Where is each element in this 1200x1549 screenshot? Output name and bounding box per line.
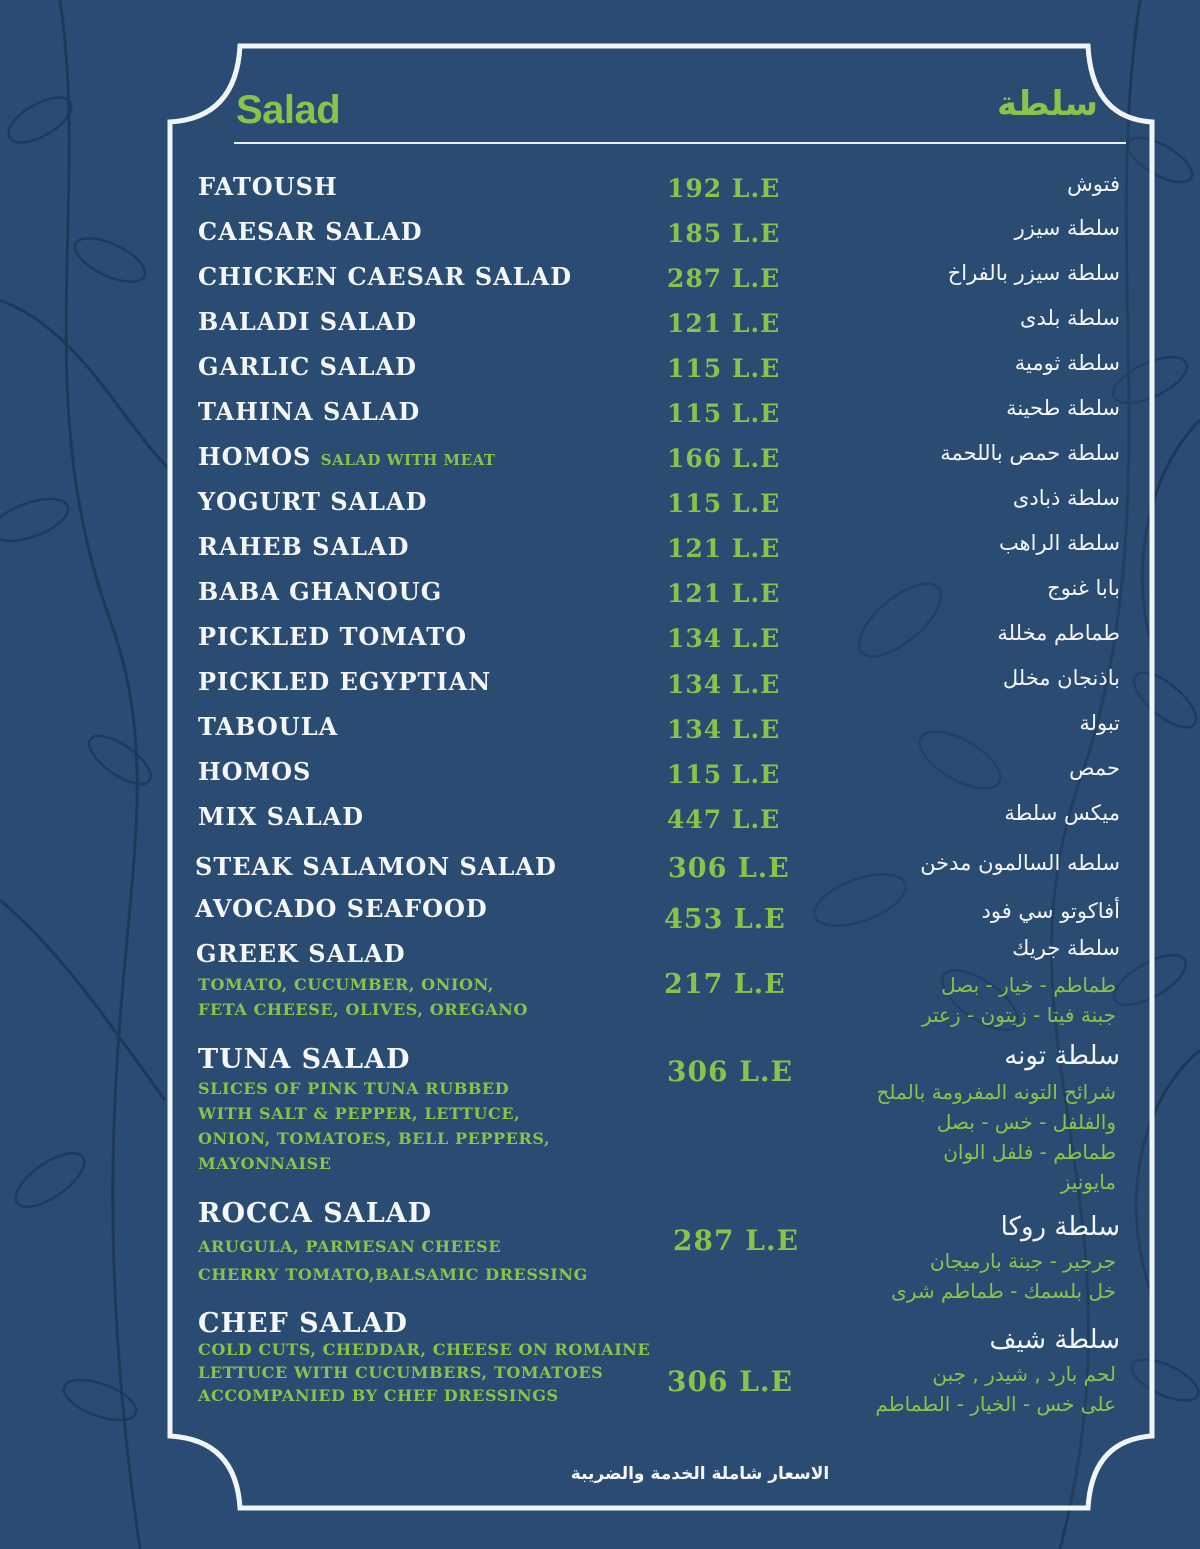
title-arabic: سلطة — [996, 84, 1098, 124]
item-name-ar: سلطة بلدى — [1020, 306, 1120, 330]
item-name-en: TAHINA SALAD — [198, 397, 421, 426]
item-price: 306 L.E — [667, 1055, 793, 1088]
description-line: على خس - الخيار - الطماطم — [875, 1392, 1116, 1416]
item-price: 115 L.E — [667, 354, 781, 383]
item-name-ar: بابا غنوج — [1047, 576, 1120, 600]
description-line: ARUGULA, PARMESAN CHEESE — [198, 1237, 502, 1256]
item-price: 121 L.E — [667, 579, 781, 608]
description-line: FETA CHEESE, OLIVES, OREGANO — [198, 1000, 528, 1019]
item-name-en: GREEK SALAD — [196, 939, 406, 968]
item-name-ar: سلطة حمص باللحمة — [940, 441, 1120, 465]
item-price: 134 L.E — [667, 715, 781, 744]
item-name-ar: سلطه السالمون مدخن — [920, 851, 1120, 875]
description-line: ACCOMPANIED BY CHEF DRESSINGS — [198, 1386, 559, 1405]
item-name-en: PICKLED EGYPTIAN — [198, 667, 492, 696]
item-name-ar: سلطة جريك — [1012, 936, 1120, 960]
title-english: Salad — [236, 88, 341, 132]
description-line: MAYONNAISE — [198, 1154, 332, 1173]
item-price: 121 L.E — [667, 534, 781, 563]
title-divider — [234, 142, 1126, 144]
item-name-en: RAHEB SALAD — [198, 532, 410, 561]
item-price: 134 L.E — [667, 670, 781, 699]
item-name-en: TABOULA — [198, 712, 339, 741]
item-name-ar: سلطة روكا — [1000, 1212, 1120, 1242]
item-name-en: FATOUSH — [198, 172, 338, 201]
item-description-ar — [891, 1246, 1116, 1306]
item-name-ar: حمص — [1069, 756, 1120, 780]
item-name-en-sub: SALAD WITH MEAT — [320, 451, 496, 469]
item-price: 134 L.E — [667, 624, 781, 653]
description-line: طماطم - خيار - بصل — [941, 973, 1116, 997]
item-name-en: AVOCADO SEAFOOD — [195, 894, 488, 923]
item-name-en: PICKLED TOMATO — [198, 622, 467, 651]
item-name-en: BALADI SALAD — [198, 307, 418, 336]
item-name-en: MIX SALAD — [198, 802, 365, 831]
item-description-en — [198, 1076, 550, 1176]
item-description-ar — [922, 970, 1116, 1030]
item-price: 115 L.E — [667, 760, 781, 789]
description-line: جبنة فيتا - زيتون - زعتر — [921, 1003, 1116, 1027]
item-name-ar: سلطة ذبادى — [1012, 486, 1120, 510]
item-price: 306 L.E — [668, 853, 790, 884]
description-line: LETTUCE WITH CUCUMBERS, TOMATOES — [198, 1363, 604, 1382]
description-line: مايونيز — [1060, 1170, 1116, 1194]
item-description-ar — [876, 1077, 1116, 1197]
item-name-en: STEAK SALAMON SALAD — [195, 852, 557, 881]
item-name-en: BABA GHANOUG — [198, 577, 443, 606]
description-line: COLD CUTS, CHEDDAR, CHEESE ON ROMAINE — [198, 1340, 651, 1359]
item-name-ar: أفاكوتو سي فود — [981, 899, 1120, 923]
description-line: SLICES OF PINK TUNA RUBBED — [198, 1079, 510, 1098]
item-name-ar: تبولة — [1079, 711, 1120, 735]
description-line: لحم بارد , شيدر , جبن — [932, 1362, 1116, 1386]
item-name-en: YOGURT SALAD — [198, 487, 428, 516]
item-name-ar: سلطة الراهب — [998, 531, 1120, 555]
item-price: 306 L.E — [667, 1365, 793, 1398]
item-name-ar: سلطة سيزر بالفراخ — [947, 261, 1120, 285]
item-name-en: HOMOS — [198, 757, 312, 786]
item-name-en: CHEF SALAD — [198, 1308, 408, 1339]
description-line: ONION, TOMATOES, BELL PEPPERS, — [198, 1129, 551, 1148]
item-name-en — [198, 442, 496, 471]
item-price: 121 L.E — [667, 309, 781, 338]
item-price: 287 L.E — [667, 264, 781, 293]
description-line: TOMATO, CUCUMBER, ONION, — [198, 975, 494, 994]
item-name-ar: سلطة ثومية — [1014, 351, 1120, 375]
item-price: 115 L.E — [667, 489, 781, 518]
item-name-en: CAESAR SALAD — [198, 217, 423, 246]
description-line: CHERRY TOMATO,BALSAMIC DRESSING — [198, 1265, 588, 1284]
item-name-ar: سلطة تونه — [1004, 1041, 1120, 1071]
item-price: 166 L.E — [667, 444, 781, 473]
item-name-ar: سلطة طحينة — [1006, 396, 1120, 420]
description-line: WITH SALT & PEPPER, LETTUCE, — [198, 1104, 521, 1123]
item-name-ar: سلطة سيزر — [1014, 216, 1120, 240]
item-price: 115 L.E — [667, 399, 781, 428]
item-price: 287 L.E — [673, 1224, 799, 1257]
item-name-en: GARLIC SALAD — [198, 352, 417, 381]
item-name-ar: باذنجان مخلل — [1002, 666, 1120, 690]
item-description-ar — [875, 1359, 1116, 1419]
item-name-ar: سلطة شيف — [989, 1325, 1120, 1355]
item-description-en — [198, 1338, 650, 1407]
item-name-en: ROCCA SALAD — [198, 1198, 433, 1229]
item-price: 192 L.E — [667, 174, 781, 203]
description-line: خل بلسمك - طماطم شرى — [891, 1279, 1116, 1303]
description-line: جرجير - جبنة بارميجان — [929, 1249, 1116, 1273]
footer-note: الاسعار شاملة الخدمة والضريبة — [570, 1464, 830, 1484]
item-name-ar: فتوش — [1067, 172, 1120, 196]
description-line: طماطم - فلفل الوان — [943, 1140, 1116, 1164]
item-name-ar: ميكس سلطة — [1004, 801, 1120, 825]
description-line: شرائح التونه المفرومة بالملح — [876, 1080, 1116, 1104]
item-price: 185 L.E — [667, 219, 781, 248]
item-price: 453 L.E — [664, 904, 786, 935]
item-name-en: TUNA SALAD — [198, 1044, 411, 1075]
item-price: 217 L.E — [664, 969, 786, 1000]
item-name-en: CHICKEN CAESAR SALAD — [198, 262, 573, 291]
item-name-ar: طماطم مخللة — [997, 621, 1120, 645]
description-line: والفلفل - خس - بصل — [936, 1110, 1116, 1134]
item-name-en-main: HOMOS — [198, 442, 312, 471]
item-description-en — [198, 972, 528, 1022]
item-description-en — [198, 1233, 588, 1289]
item-price: 447 L.E — [667, 805, 781, 834]
